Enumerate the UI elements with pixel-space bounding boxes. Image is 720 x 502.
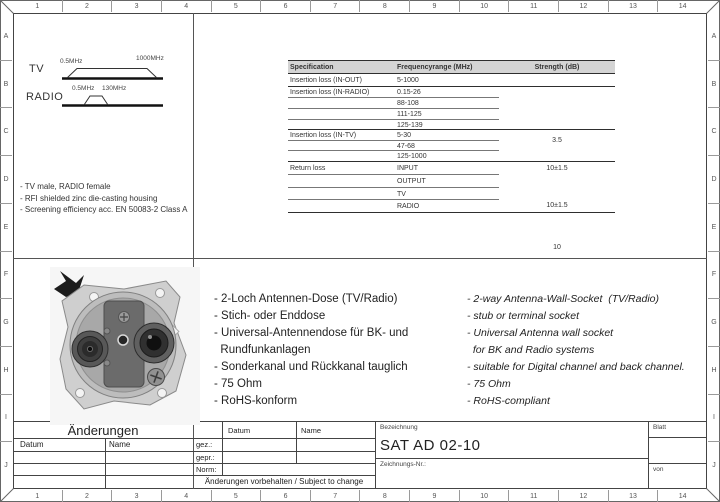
ruler-cell: 5	[211, 490, 261, 502]
ruler-cell: 1	[35, 492, 40, 500]
ruler-cell: 4	[161, 0, 211, 12]
freq-cell: 0.15-26	[397, 89, 421, 96]
tv-band-label: TV	[29, 63, 45, 75]
table-row	[288, 74, 615, 87]
feature-line: - stub or terminal socket	[467, 310, 580, 322]
radio-band-diagram	[62, 96, 163, 106]
subject-to-change-note: Änderungen vorbehalten / Subject to change	[204, 477, 364, 486]
ruler-cell: 2	[62, 490, 112, 502]
ruler-cell: A	[3, 32, 9, 40]
table-row	[288, 120, 615, 130]
spec-cell: Insertion loss (IN-RADIO)	[290, 89, 370, 96]
ruler-cell: B	[0, 60, 12, 108]
specification-table	[288, 60, 615, 251]
feature-line: - suitable for Digital channel and back channel.	[467, 361, 685, 373]
ruler-top	[13, 0, 707, 12]
freq-cell: 47-68	[397, 142, 415, 150]
ruler-cell: E	[708, 203, 720, 251]
ruler-cell: 14	[657, 490, 707, 502]
table-row	[288, 98, 615, 109]
ruler-cell: 3	[111, 0, 161, 12]
features-german	[214, 291, 408, 410]
tv-start-freq: 0.5MHz	[60, 58, 83, 65]
feature-line: Rundfunkanlagen	[214, 344, 311, 356]
ruler-cell: 13	[608, 0, 658, 12]
freq-cell: 5-30	[397, 132, 412, 139]
ruler-cell: 8	[359, 0, 409, 12]
freq-cell: INPUT	[397, 165, 418, 172]
ruler-cell: 14	[657, 0, 707, 12]
table-row	[288, 87, 615, 98]
ruler-cell: 11	[508, 490, 558, 502]
titleblock-gepr-label: gepr.:	[196, 453, 215, 462]
bezeichnung-label: Bezeichnung	[380, 424, 418, 431]
ruler-cell: 10	[459, 0, 509, 12]
strength-value: 3.5	[552, 137, 562, 144]
feature-line: for BK and Radio systems	[467, 344, 595, 356]
feature-line: - 2-Loch Antennen-Dose (TV/Radio)	[214, 293, 398, 305]
ruler-cell: 9	[409, 0, 459, 12]
ruler-cell: D	[0, 155, 12, 203]
ruler-cell: 5	[211, 0, 261, 12]
ruler-cell: D	[708, 155, 720, 203]
ruler-cell: J	[0, 441, 12, 489]
table-row	[288, 151, 615, 162]
freq-cell: RADIO	[397, 203, 420, 210]
feature-line: - Universal Antenna wall socket	[467, 327, 614, 339]
note-line: - RFI shielded zinc die-casting housing	[20, 193, 158, 203]
radio-end-freq: 130MHz	[102, 85, 127, 92]
connector-notes	[20, 181, 188, 216]
freq-cell: 125-1000	[397, 153, 427, 160]
freq-cell: 125-139	[397, 121, 423, 129]
feature-line: - 75 Ohm	[214, 378, 262, 390]
radio-band-label: RADIO	[26, 91, 64, 103]
ruler-cell: G	[708, 298, 720, 346]
titleblock-name-label: Name	[109, 440, 131, 449]
ruler-cell: H	[0, 346, 12, 394]
note-line: - Screening efficiency acc. EN 50083-2 Class A	[20, 205, 188, 214]
ruler-cell: 6	[260, 490, 310, 502]
titleblock-mid-datum-label: Datum	[228, 426, 251, 435]
ruler-cell: 10	[459, 490, 509, 502]
ruler-left	[0, 13, 12, 489]
titleblock-norm-label: Norm:	[196, 465, 217, 474]
strength-value: 10±1.5	[546, 164, 568, 172]
spec-table-header	[288, 60, 615, 74]
feature-line: - RoHS-konform	[214, 395, 298, 407]
ruler-cell: I	[0, 394, 12, 442]
titleblock-gez-label: gez.:	[196, 440, 213, 449]
feature-line: - Stich- oder Enddose	[214, 310, 326, 322]
header-specification: Specification	[290, 63, 334, 71]
titleblock-aenderungen: Änderungen	[67, 423, 139, 438]
freq-cell: OUTPUT	[397, 178, 426, 185]
tv-band-diagram	[62, 69, 163, 79]
ruler-cell: J	[708, 441, 720, 489]
ruler-cell: H	[708, 346, 720, 394]
ruler-cell: 12	[558, 490, 608, 502]
feature-line: - Sonderkanal und Rückkanal tauglich	[214, 361, 408, 373]
ruler-cell: 11	[508, 0, 558, 12]
strength-value: 10±1.5	[546, 202, 568, 209]
feature-line: - Universal-Antennendose für BK- und	[214, 327, 409, 339]
blatt-label: Blatt	[653, 424, 667, 431]
freq-cell: 88-108	[397, 100, 419, 107]
ruler-cell: C	[0, 107, 12, 155]
titleblock-datum-label: Datum	[20, 440, 44, 449]
table-row	[288, 175, 615, 188]
table-row	[288, 109, 615, 120]
table-row	[288, 188, 615, 200]
ruler-cell: G	[0, 298, 12, 346]
freq-cell: 111-125	[397, 111, 422, 118]
radio-connector	[134, 323, 174, 363]
header-frequencyrange: Frequencyrange (MHz)	[397, 63, 473, 71]
header-strength: Strength (dB)	[534, 63, 580, 71]
ruler-cell: E	[0, 203, 12, 251]
spec-cell: Insertion loss (IN-TV)	[290, 132, 357, 139]
tv-connector	[72, 331, 108, 367]
freq-cell: 5-1000	[397, 77, 419, 84]
features-english	[467, 291, 685, 410]
ruler-cell: A	[711, 32, 717, 40]
ruler-cell: 7	[310, 0, 360, 12]
ruler-cell: I	[708, 394, 720, 442]
note-line: - TV male, RADIO female	[20, 182, 111, 191]
ruler-cell: 1	[35, 2, 40, 10]
spec-cell: Insertion loss (IN-OUT)	[290, 77, 362, 84]
ruler-cell: 7	[310, 490, 360, 502]
ruler-cell: 9	[409, 490, 459, 502]
drawing-designation: SAT AD 02-10	[380, 437, 481, 454]
strength-value: 10	[553, 243, 561, 251]
feature-line: - 2-way Antenna-Wall-Socket (TV/Radio)	[467, 293, 659, 305]
ruler-cell: B	[708, 60, 720, 108]
feature-line: - RoHS-compliant	[467, 395, 550, 407]
freq-cell: TV	[397, 190, 406, 198]
ruler-cell: 6	[260, 0, 310, 12]
ruler-cell: F	[0, 251, 12, 299]
ruler-cell: 2	[62, 0, 112, 12]
ruler-cell: 13	[608, 490, 658, 502]
zeichnungs-nr-label: Zeichnungs-Nr.:	[380, 461, 426, 468]
tv-end-freq: 1000MHz	[136, 55, 164, 62]
ruler-cell: 12	[558, 0, 608, 12]
titleblock-mid-name-label: Name	[301, 426, 322, 435]
ruler-cell: C	[708, 107, 720, 155]
ruler-cell: 8	[359, 490, 409, 502]
product-photo	[50, 267, 200, 425]
ruler-cell: 3	[111, 490, 161, 502]
ruler-cell: F	[708, 251, 720, 299]
feature-line: - 75 Ohm	[467, 378, 511, 390]
von-label: von	[653, 466, 664, 473]
radio-start-freq: 0.5MHz	[72, 85, 95, 92]
ruler-bottom	[13, 490, 707, 502]
spec-cell: Return loss	[290, 165, 326, 172]
ruler-right	[708, 13, 720, 489]
ruler-cell: 4	[161, 490, 211, 502]
